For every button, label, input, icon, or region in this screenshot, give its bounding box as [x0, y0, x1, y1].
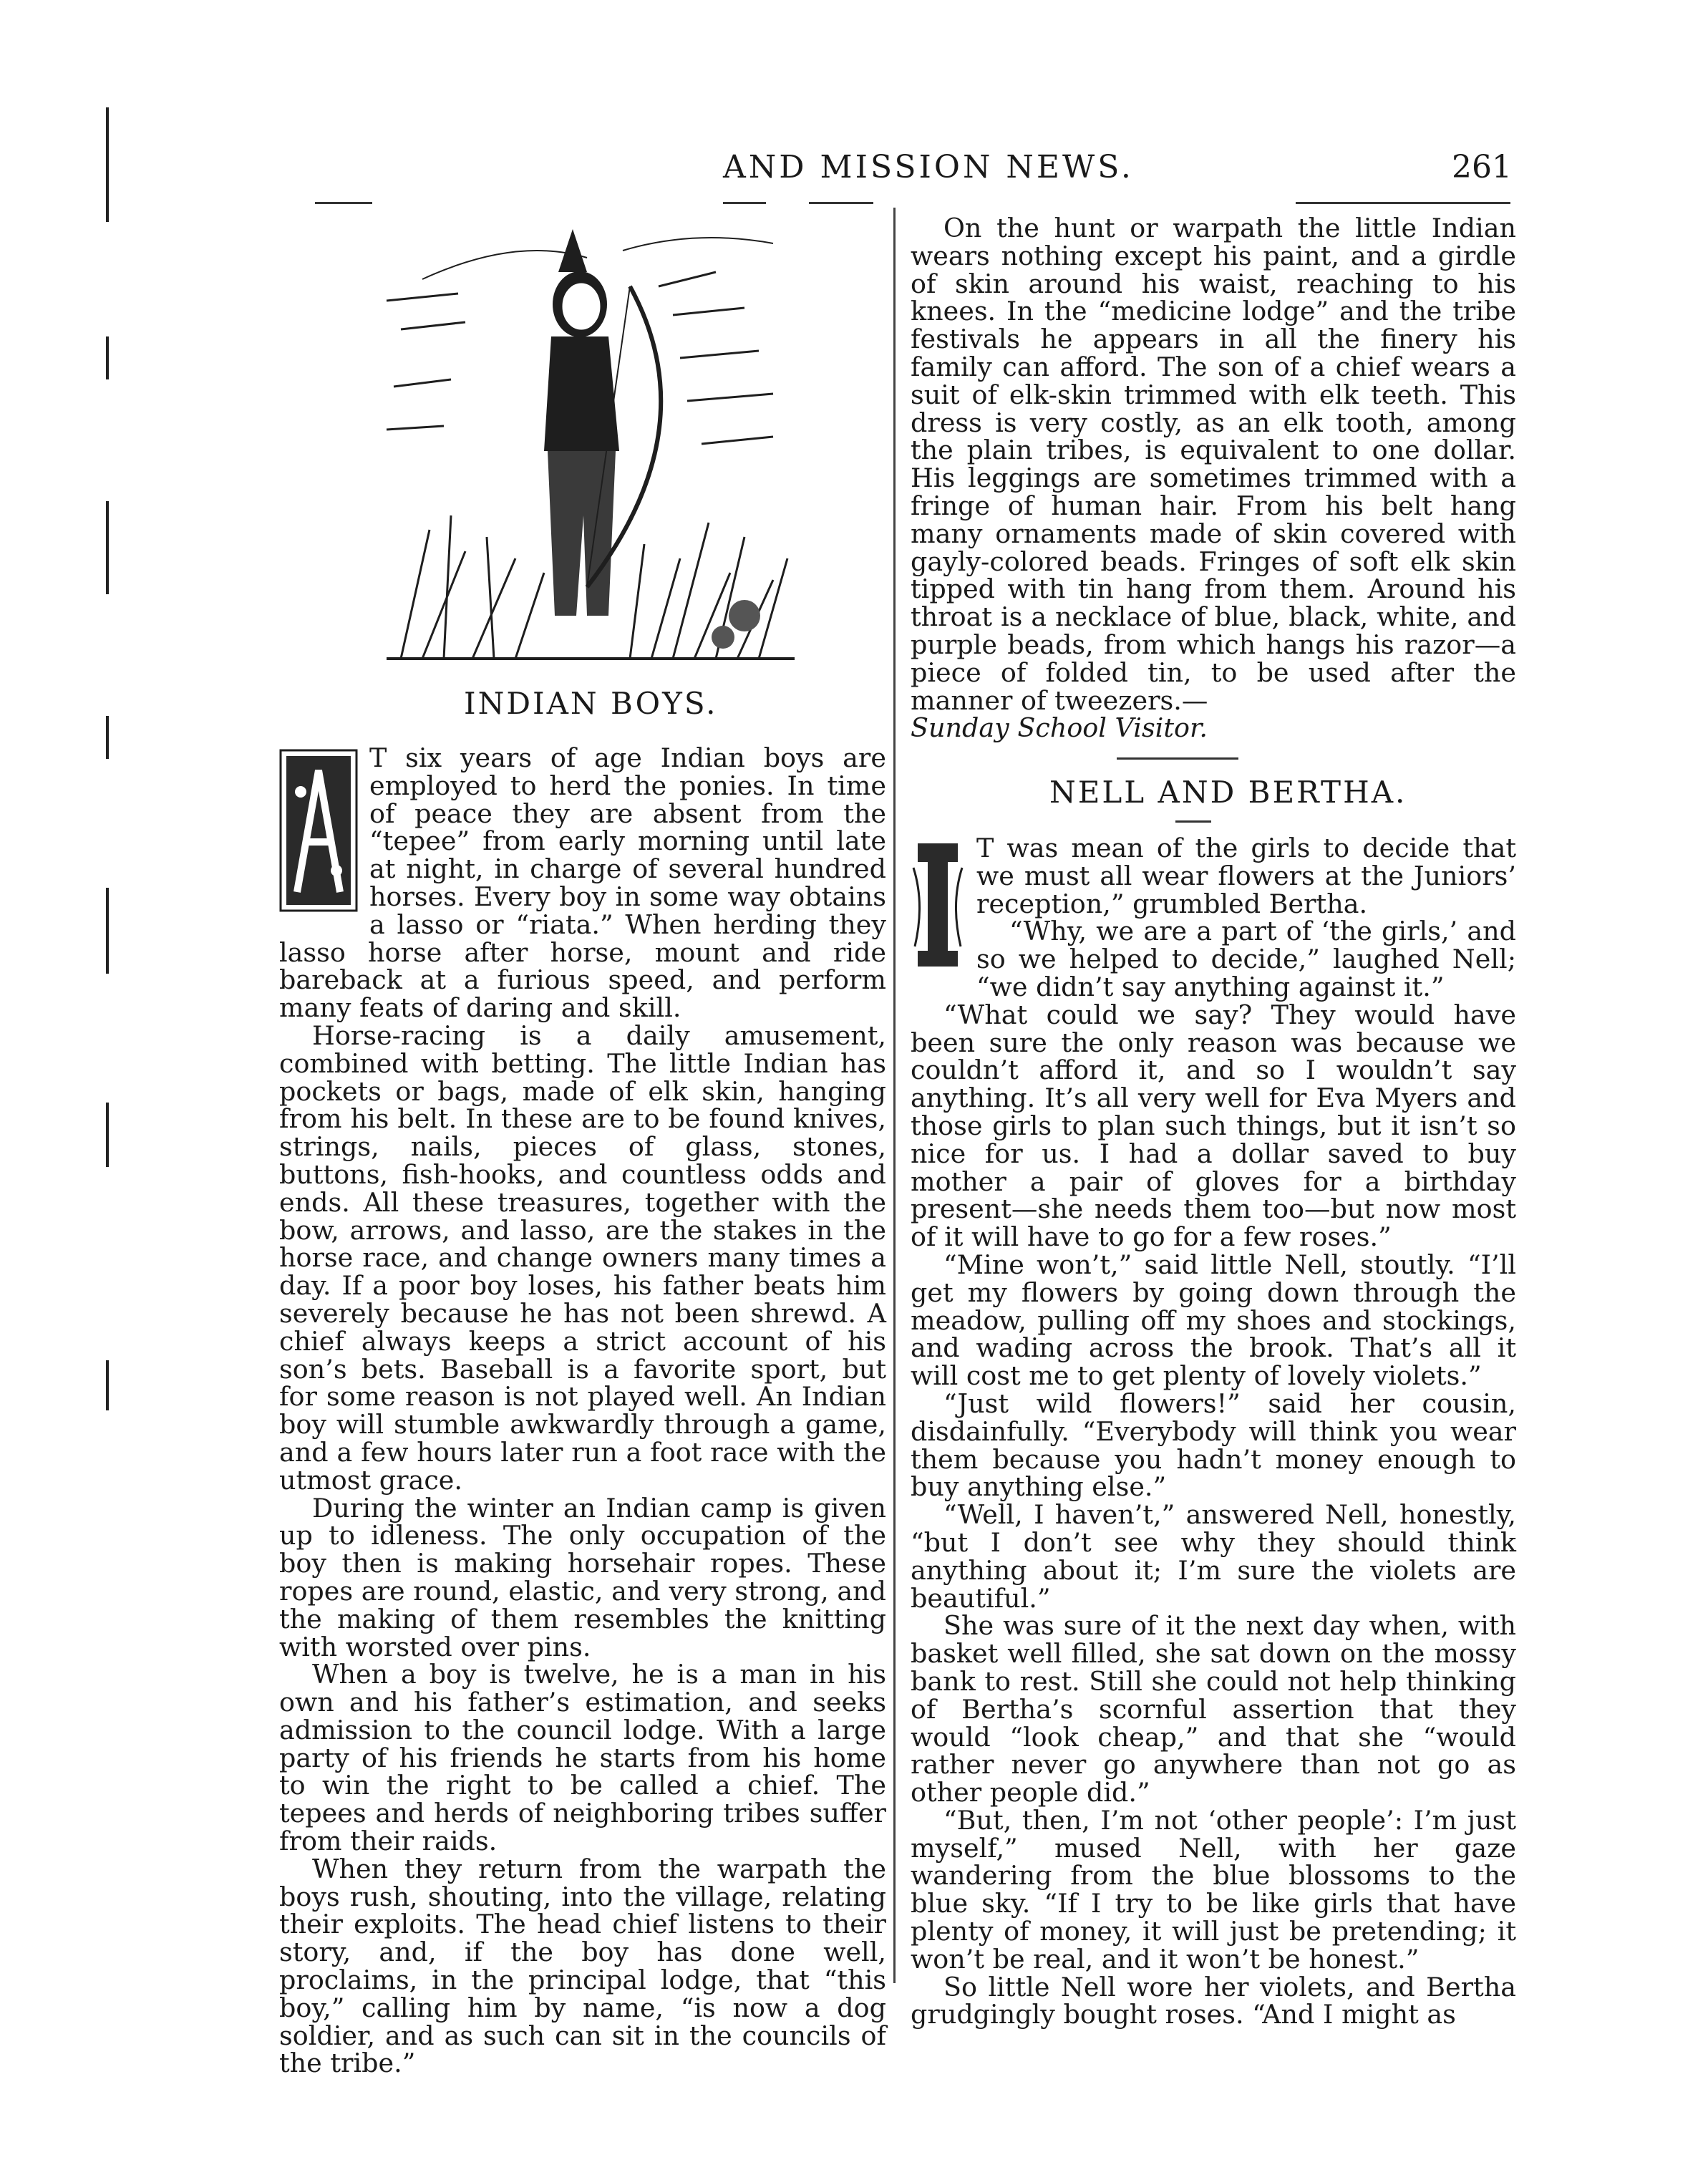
page-number: 261 [1452, 149, 1512, 185]
header-rule [315, 202, 372, 204]
paragraph: When they return from the warpath the boys rush, shouting, into the village, relating their exploits. The head chief listens to their story, and, if the boy has done well, proclaims, in the principal lodge, that “this boy,” calling him by name, “is now a dog soldier, and as such can sit in the councils of the tribe.” [279, 1853, 886, 2079]
ornamental-dropcap-i [911, 839, 965, 975]
title-rule [1175, 820, 1211, 823]
article-nell-and-bertha [911, 835, 1516, 2029]
paragraph: “Why, we are a part of ‘the girls,’ and so we helped to decide,” laughed Nell; “we didn’t say anything against it.” [976, 916, 1516, 1002]
margin-mark [106, 1103, 109, 1167]
header-rule [1296, 202, 1510, 204]
section-rule [1117, 757, 1238, 760]
paragraph: “What could we say? They would have been sure the only reason was because we couldn’t afford it, and so I wouldn’t say anything. It’s all very well for Eva Myers and those girls to plan such things, but it isn’t so nice for us. I had a dollar saved to buy mother a pair of gloves for a birthday present—she needs them too—but now most of it will have to go for a few roses.” [911, 999, 1516, 1253]
paragraph: When a boy is twelve, he is a man in his own and his father’s estimation, and seeks admission to the council lodge. With a large party of his friends he starts from his home to win the right to be called a chief. The tepees and herds of neighboring tribes suffer from their raids. [279, 1659, 886, 1857]
header-rule [723, 202, 766, 204]
indian-boy-illustration [372, 215, 802, 666]
margin-mark [106, 716, 109, 759]
paragraph: So little Nell wore her violets, and Bertha grudgingly bought roses. “And I might as [911, 1971, 1516, 2030]
paragraph-continuation: On the hunt or warpath the little Indian wears nothing except his paint, and a girdle of skin around his waist, reaching to his knees. In the “medicine lodge” and the tribe festivals he appears in all the finery his family can afford. The son of a chief wears a suit of elk-skin trimmed with elk teeth. This dress is very costly, as an elk tooth, among the plain tribes, is equivalent to one dollar. His leggings are sometimes trimmed with a fringe of human hair. From his belt hang many ornaments made of skin covered with gayly-colored beads. Fringes of soft elk skin tipped with tin hang from them. Around his throat is a necklace of blue, black, white, and purple beads, from which hangs his razor—a piece of folded tin, to be used after the manner of tweezers.— [911, 213, 1516, 716]
paragraph: “But, then, I’m not ‘other people’: I’m just myself,” mused Nell, with her gaze wandering from the blue blossoms to the blue sky. “If I try to be like girls that have plenty of money, it will just be pretending; it won’t be real, and it won’t be honest.” [911, 1804, 1516, 1975]
header-rule [809, 202, 873, 204]
paragraph: Horse-racing is a daily amusement, combined with betting. The little Indian has pockets or bags, made of elk skin, hanging from his belt. In these are to be found knives, strings, nails, pieces of glass, stones, buttons, fish-hooks, and countless odds and ends. All these treasures, together with the bow, arrows, and lasso, are the stakes in the horse race, and change owners many times a day. If a poor boy loses, his father beats him severely because he has not been shrewd. A chief always keeps a strict account of his son’s bets. Baseball is a favorite sport, but for some reason is not played well. An Indian boy will stumble awkwardly through a game, and a few hours later run a foot race with the utmost grace. [279, 1019, 886, 1496]
paragraph: During the winter an Indian camp is given up to idleness. The only occupation of the boy then is making horsehair ropes. These ropes are round, elastic, and very strong, and the making of them resembles the knitting with worsted over pins. [279, 1492, 886, 1662]
margin-mark [106, 1360, 109, 1410]
running-head: AND MISSION NEWS. [723, 149, 1134, 185]
margin-mark [106, 107, 109, 222]
margin-mark [106, 336, 109, 379]
right-column [911, 215, 1516, 742]
margin-mark [106, 888, 109, 974]
margin-mark [106, 501, 109, 594]
paragraph: “Just wild flowers!” said her cousin, disdainfully. “Everybody will think you wear them because you hadn’t money enough to buy anything else.” [911, 1387, 1516, 1503]
paragraph: T six years of age Indian boys are employed to herd the ponies. In time of peace they are absent from the “tepee” from early morning until late at night, in charge of several hundred horses. Every boy in some way obtains a lasso or “riata.” When herding they lasso horse after horse, mount and ride bareback at a furious speed, and perform many feats of daring and skill. [279, 742, 886, 1024]
article-indian-boys [279, 742, 886, 2079]
column-divider [893, 208, 896, 1983]
paragraph: T was mean of the girls to decide that we must all wear flowers at the Juniors’ reception,” grumbled Bertha. [976, 833, 1516, 919]
article-title-nell-and-bertha: NELL AND BERTHA. [1049, 775, 1407, 810]
paragraph: “Well, I haven’t,” answered Nell, honestly, “but I don’t see why they should think anything about it; I’m sure the violets are beautiful.” [911, 1499, 1516, 1614]
source-credit: Sunday School Visitor. [911, 712, 1208, 744]
paragraph: She was sure of it the next day when, with basket well filled, she sat down on the mossy bank to rest. Still she could not help thinking of Bertha’s scornful assertion that they would “look cheap,” and that she “would rather never go anywhere than not go as other people did.” [911, 1610, 1516, 1808]
paragraph: “Mine won’t,” said little Nell, stoutly. “I’ll get my flowers by going down through the meadow, pulling off my shoes and stockings, and wading across the brook. That’s all it will cost me to get plenty of lovely violets.” [911, 1249, 1516, 1392]
ornamental-dropcap-a [279, 749, 358, 912]
article-title-indian-boys: INDIAN BOYS. [464, 686, 718, 721]
